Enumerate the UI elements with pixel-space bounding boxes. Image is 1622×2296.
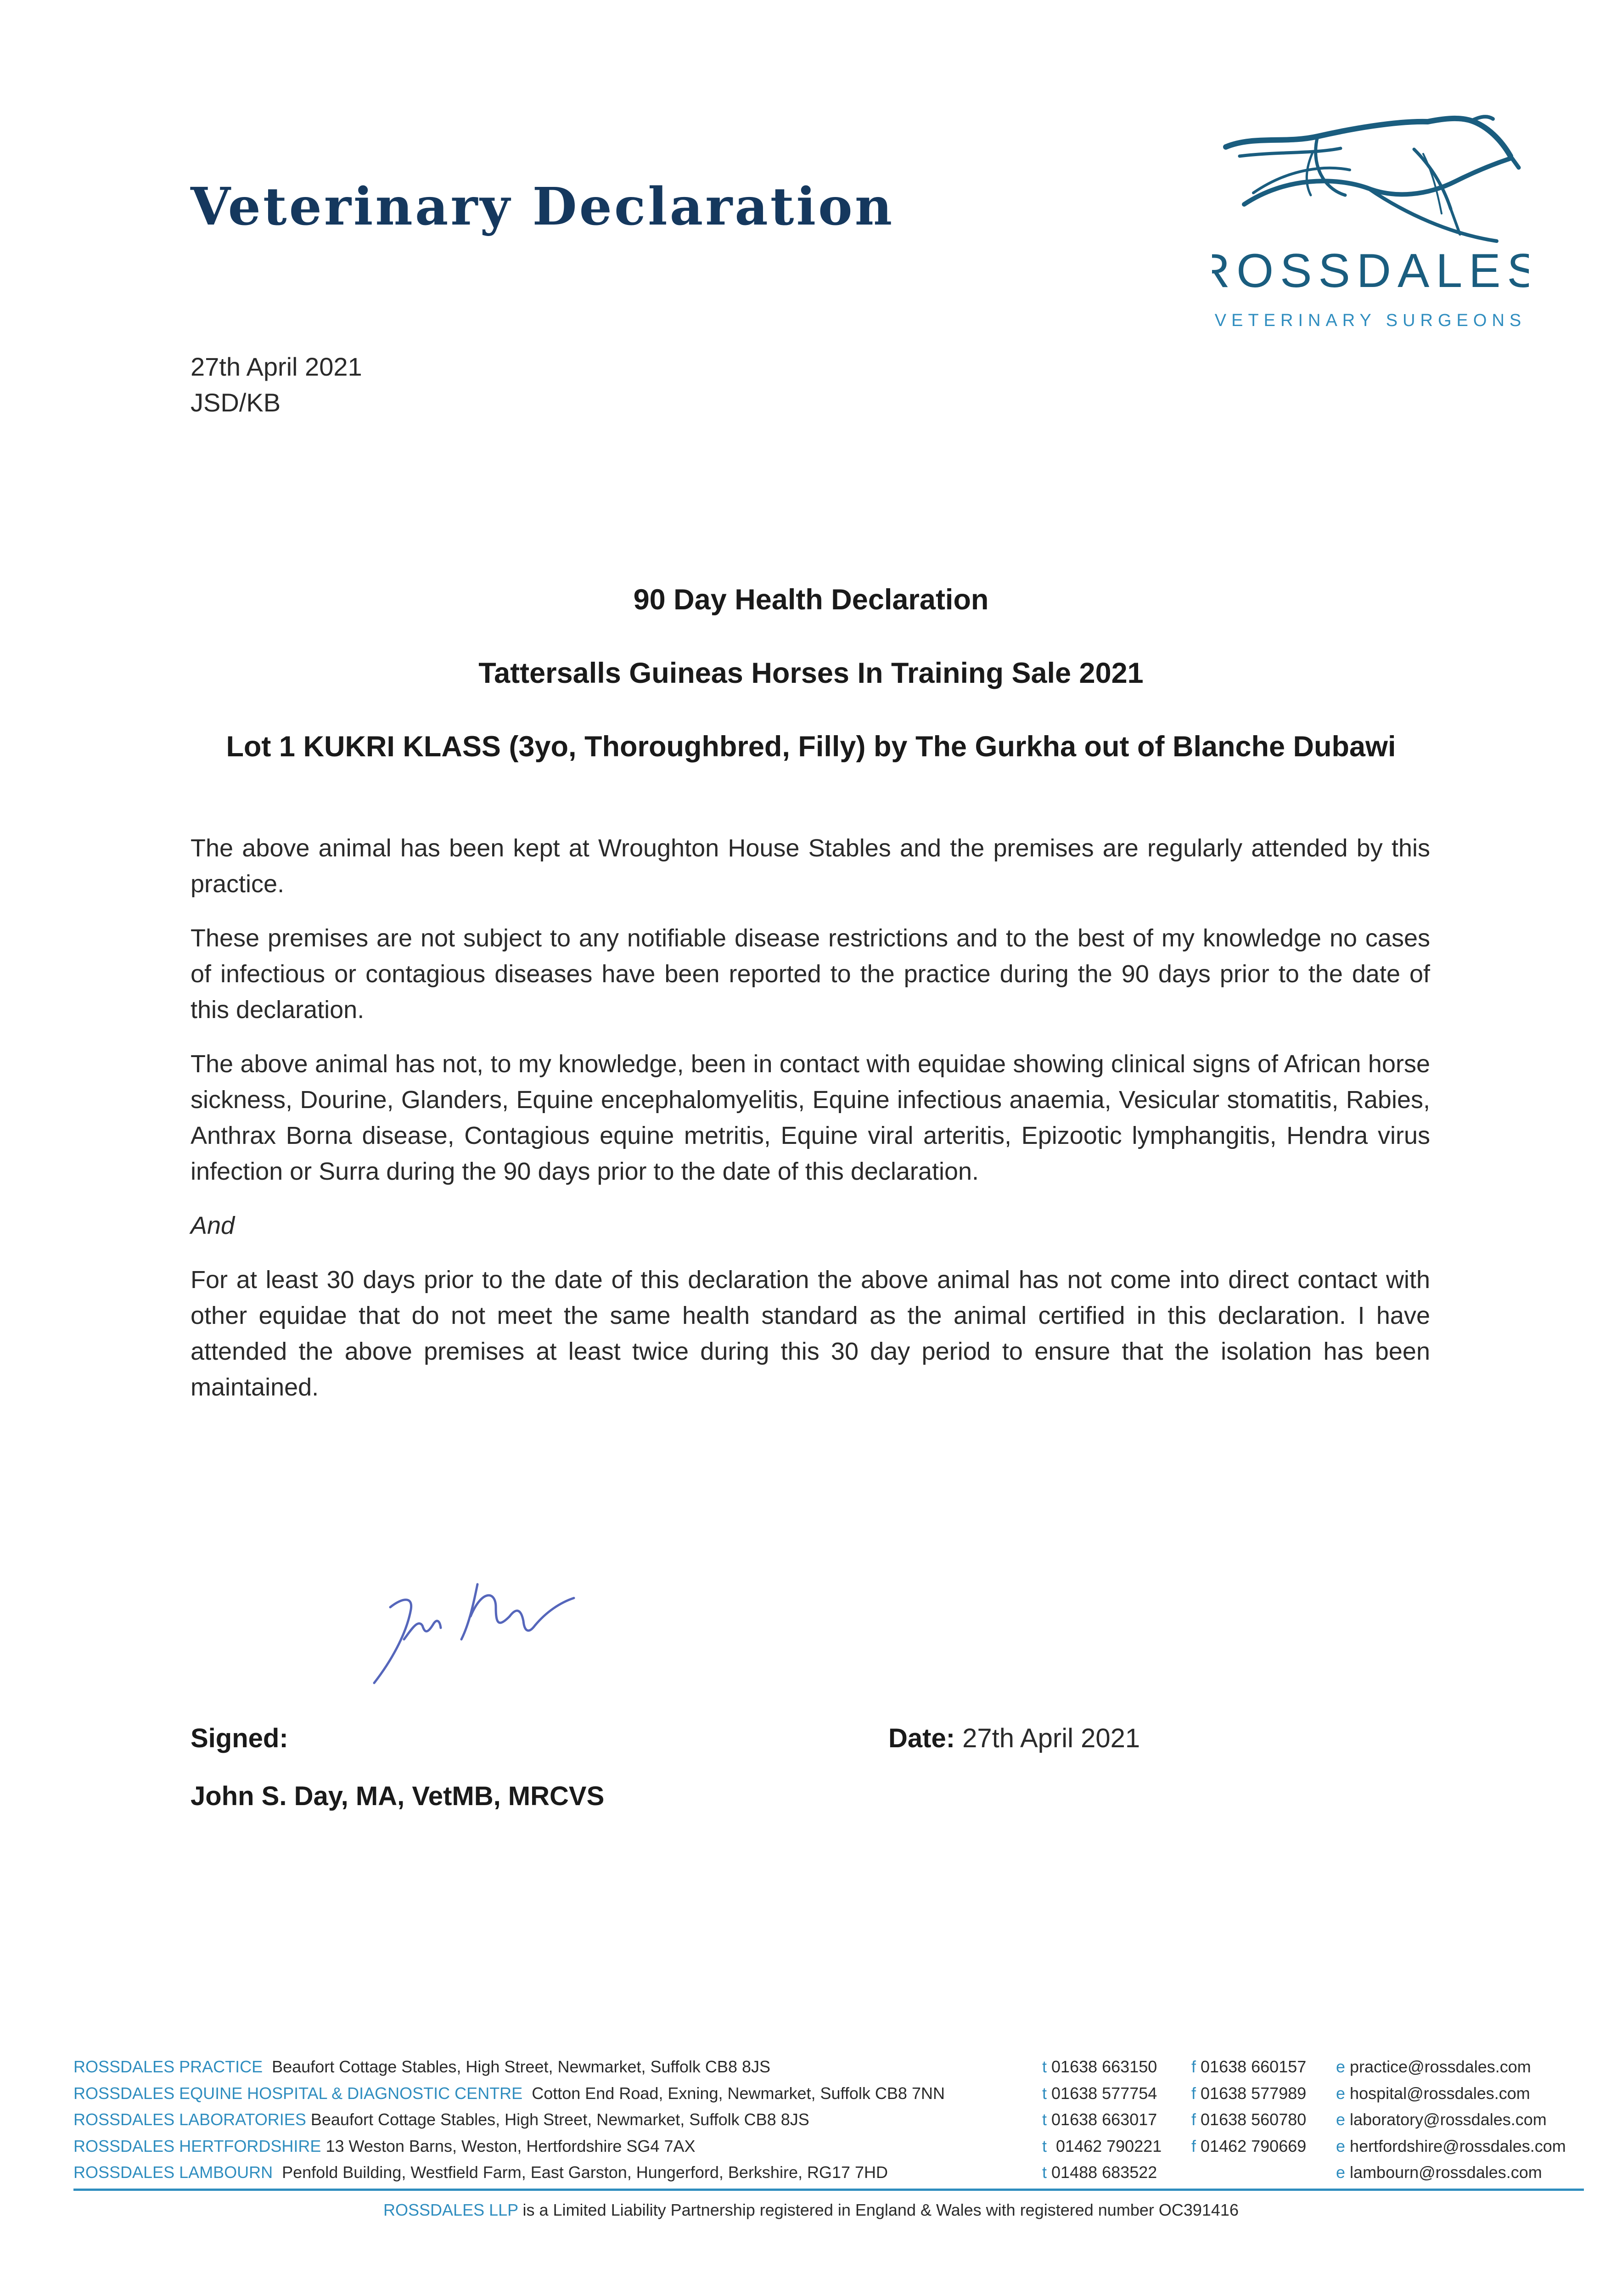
footer-email: practice@rossdales.com [1350, 2057, 1531, 2076]
footer-org: ROSSDALES HERTFORDSHIRE [73, 2136, 321, 2155]
footer-address: Beaufort Cottage Stables, High Street, Newmarket, Suffolk CB8 8JS [310, 2110, 809, 2129]
footer-phone: 01638 663150 [1051, 2057, 1157, 2076]
legal-org: ROSSDALES LLP [383, 2200, 518, 2219]
paragraph-restrictions: These premises are not subject to any notifiable disease restrictions and to the best of my knowledge no cases of infectious or contagious diseases have been reported to the practice during the 90 days prior to the date of this declaration. [191, 924, 1430, 1024]
footer-email: hertfordshire@rossdales.com [1350, 2136, 1566, 2155]
footer-address: Penfold Building, Westfield Farm, East Garston, Hungerford, Berkshire, RG17 7HD [282, 2163, 888, 2182]
heading-health-declaration: 90 Day Health Declaration [633, 584, 989, 616]
footer-org: ROSSDALES EQUINE HOSPITAL & DIAGNOSTIC CENTRE [73, 2083, 523, 2103]
footer-row: ROSSDALES HERTFORDSHIRE 13 Weston Barns, Weston, Hertfordshire SG4 7AX t 01462 790221 f 01462 790669 e hertfordshire@rossdales.com [73, 2136, 1566, 2155]
signatory-name: John S. Day, MA, VetMB, MRCVS [191, 1781, 605, 1811]
document-reference: JSD/KB [191, 388, 281, 417]
footer-address: Beaufort Cottage Stables, High Street, Newmarket, Suffolk CB8 8JS [272, 2057, 770, 2076]
legal-text: is a Limited Liability Partnership registered in England & Wales with registered number OC391416 [522, 2200, 1239, 2219]
heading-lot: Lot 1 KUKRI KLASS (3yo, Thoroughbred, Filly) by The Gurkha out of Blanche Dubawi [226, 731, 1396, 763]
rossdales-logo [1212, 108, 1529, 347]
document-title: Veterinary Declaration [191, 177, 895, 237]
footer-email: laboratory@rossdales.com [1350, 2110, 1547, 2129]
footer-address: Cotton End Road, Exning, Newmarket, Suffolk CB8 7NN [532, 2083, 945, 2103]
footer-row: ROSSDALES LAMBOURN Penfold Building, Westfield Farm, East Garston, Hungerford, Berkshire, RG17 7HD t 01488 683522 e lambourn@rossdales.com [73, 2163, 1542, 2182]
footer-phone: 01488 683522 [1051, 2163, 1157, 2182]
logo-wordmark: ROSSDALES [1212, 244, 1529, 298]
paragraph-and: And [191, 1212, 235, 1239]
footer-email: lambourn@rossdales.com [1350, 2163, 1542, 2182]
footer-org: ROSSDALES LABORATORIES [73, 2110, 306, 2129]
footer-fax: 01638 660157 [1201, 2057, 1307, 2076]
paragraph-contact: The above animal has not, to my knowledge, been in contact with equidae showing clinical signs of African horse sickness, Dourine, Glanders, Equine encephalomyelitis, Equine infectious anaemia, Vesicular stomatitis, Rabies, Anthrax Borna disease, Contagious equine metritis, Equine viral arteritis, Epizootic lymphangitis, Hendra virus infection or Surra during the 90 days prior to the date of this declaration. [191, 1050, 1430, 1185]
footer-fax: 01638 577989 [1201, 2083, 1307, 2103]
footer-phone: 01462 790221 [1056, 2136, 1162, 2155]
footer-legal [0, 2200, 1622, 2220]
footer-contacts [73, 2054, 1588, 2186]
footer-fax: 01638 560780 [1201, 2110, 1307, 2129]
date-label: Date: [888, 1723, 955, 1753]
logo-tagline: VETERINARY SURGEONS [1214, 311, 1527, 330]
footer-fax: 01462 790669 [1201, 2136, 1307, 2155]
heading-sale: Tattersalls Guineas Horses In Training Sale 2021 [478, 657, 1144, 689]
footer-org: ROSSDALES PRACTICE [73, 2057, 263, 2076]
date-field [888, 1723, 1140, 1754]
document-date: 27th April 2021 [191, 352, 362, 381]
horse-logo-icon [1212, 108, 1529, 347]
footer-divider [73, 2189, 1584, 2191]
footer-phone: 01638 663017 [1051, 2110, 1157, 2129]
footer-email: hospital@rossdales.com [1350, 2083, 1530, 2103]
footer-address: 13 Weston Barns, Weston, Hertfordshire SG4 7AX [326, 2136, 696, 2155]
handwritten-signature [358, 1570, 615, 1690]
footer-phone: 01638 577754 [1051, 2083, 1157, 2103]
date-value: 27th April 2021 [962, 1723, 1140, 1753]
paragraph-isolation: For at least 30 days prior to the date of this declaration the above animal has not come into direct contact with other equidae that do not meet the same health standard as the animal certified in this declaration. I have attended the above premises at least twice during this 30 day period to ensure that the isolation has been maintained. [191, 1266, 1430, 1401]
footer-org: ROSSDALES LAMBOURN [73, 2163, 273, 2182]
footer-row: ROSSDALES LABORATORIES Beaufort Cottage Stables, High Street, Newmarket, Suffolk CB8 8JS t 01638 663017 f 01638 560780 e laboratory@rossdales.com [73, 2110, 1547, 2129]
signed-label: Signed: [191, 1723, 288, 1753]
footer-row: ROSSDALES PRACTICE Beaufort Cottage Stables, High Street, Newmarket, Suffolk CB8 8JS t 01638 663150 f 01638 660157 e practice@rossdales.com [73, 2057, 1531, 2076]
paragraph-premises: The above animal has been kept at Wroughton House Stables and the premises are regularly attended by this practice. [191, 834, 1430, 898]
footer-row: ROSSDALES EQUINE HOSPITAL & DIAGNOSTIC CENTRE Cotton End Road, Exning, Newmarket, Suffolk CB8 7NN t 01638 577754 f 01638 577989 e hospital@rossdales.com [73, 2083, 1530, 2103]
declaration-body [191, 830, 1430, 1424]
